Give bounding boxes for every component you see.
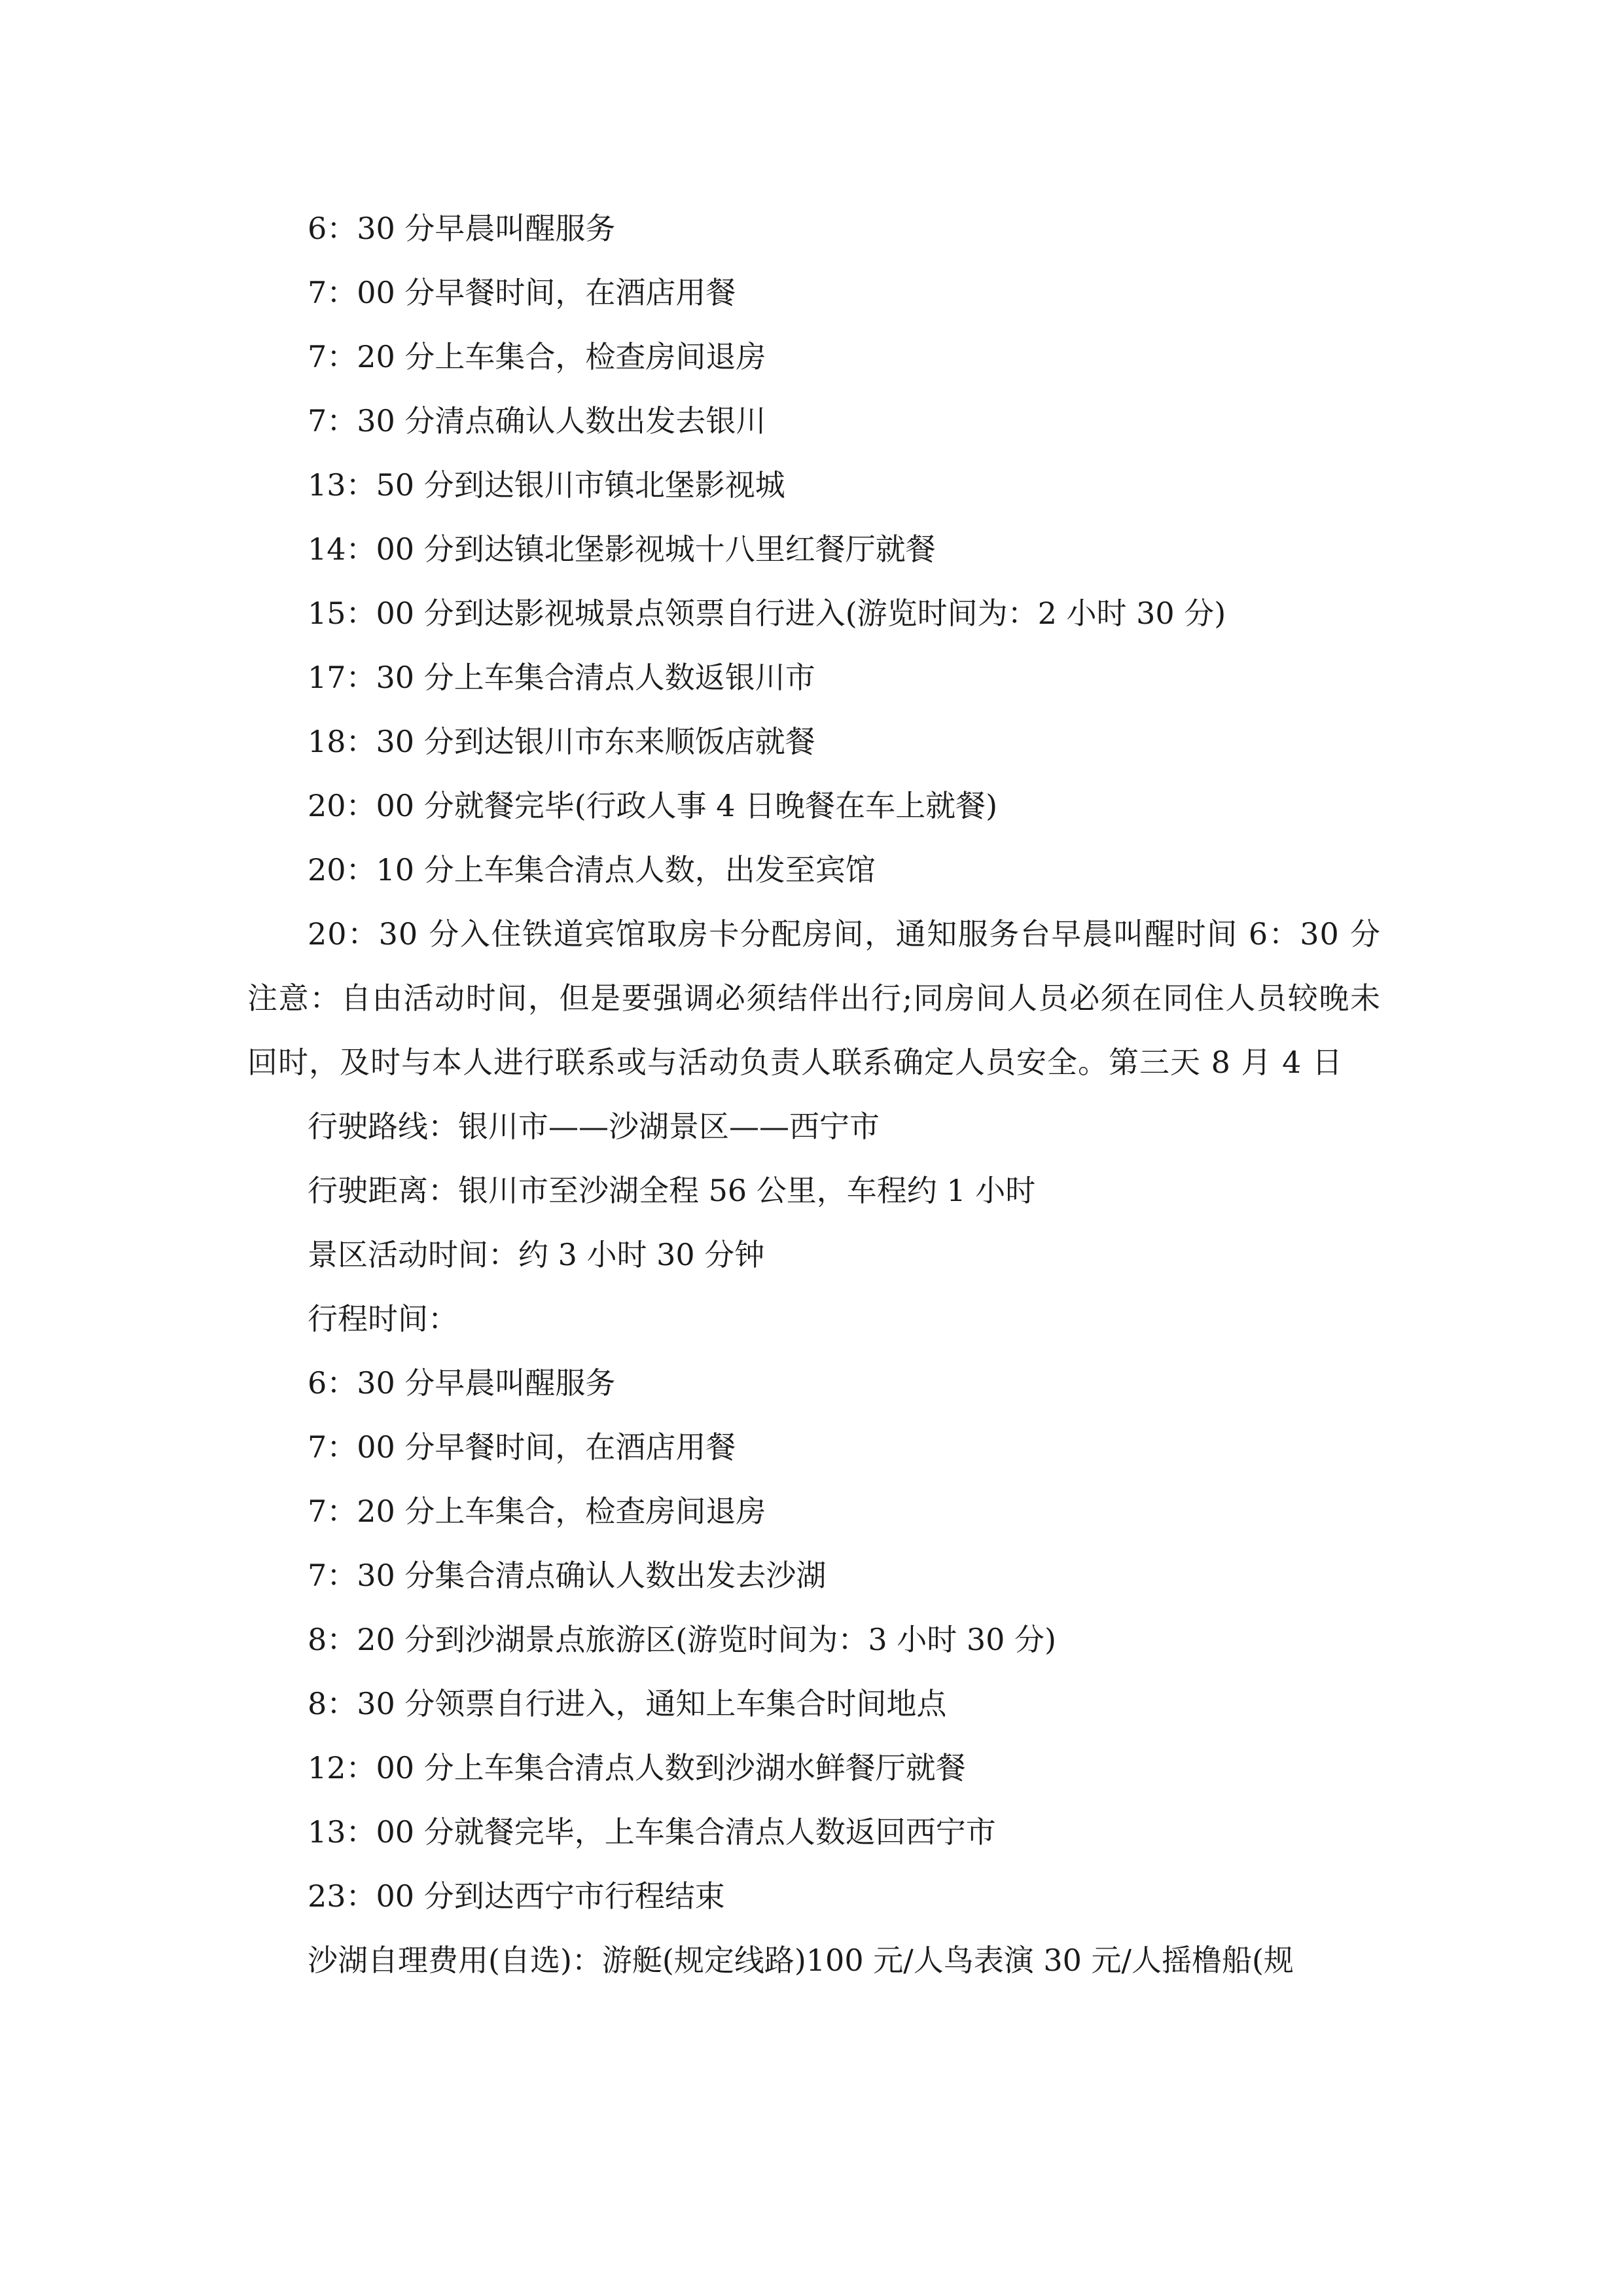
schedule-line: 15：00 分到达影视城景点领票自行进入(游览时间为：2 小时 30 分) bbox=[308, 596, 1226, 631]
itinerary-heading: 行程时间： bbox=[308, 1301, 458, 1336]
schedule-line: 7：30 分集合清点确认人数出发去沙湖 bbox=[308, 1558, 827, 1593]
schedule-line: 20：00 分就餐完毕(行政人事 4 日晚餐在车上就餐) bbox=[308, 788, 998, 823]
expenses-line: 沙湖自理费用(自选)：游艇(规定线路)100 元/人鸟表演 30 元/人摇橹船(规 bbox=[308, 1943, 1294, 1978]
schedule-line: 8：30 分领票自行进入，通知上车集合时间地点 bbox=[308, 1686, 947, 1721]
route-line: 行驶路线：银川市——沙湖景区——西宁市 bbox=[308, 1109, 880, 1144]
schedule-line: 7：30 分清点确认人数出发去银川 bbox=[308, 403, 766, 439]
schedule-line: 13：00 分就餐完毕，上车集合清点人数返回西宁市 bbox=[308, 1814, 996, 1850]
activity-time-line: 景区活动时间：约 3 小时 30 分钟 bbox=[308, 1237, 765, 1272]
schedule-line: 7：20 分上车集合，检查房间退房 bbox=[308, 1494, 766, 1529]
schedule-line: 7：00 分早餐时间，在酒店用餐 bbox=[308, 275, 736, 310]
schedule-line: 7：00 分早餐时间，在酒店用餐 bbox=[308, 1429, 736, 1465]
schedule-line: 13：50 分到达银川市镇北堡影视城 bbox=[308, 467, 785, 503]
schedule-line: 8：20 分到沙湖景点旅游区(游览时间为：3 小时 30 分) bbox=[308, 1622, 1056, 1657]
schedule-line: 12：00 分上车集合清点人数到沙湖水鲜餐厅就餐 bbox=[308, 1750, 966, 1785]
schedule-line: 17：30 分上车集合清点人数返银川市 bbox=[308, 660, 815, 695]
schedule-line: 7：20 分上车集合，检查房间退房 bbox=[308, 339, 766, 374]
schedule-line: 18：30 分到达银川市东来顺饭店就餐 bbox=[308, 724, 815, 759]
schedule-line: 6：30 分早晨叫醒服务 bbox=[308, 211, 616, 246]
notice-paragraph: 20：30 分入住铁道宾馆取房卡分配房间，通知服务台早晨叫醒时间 6：30 分注意：自由活动时间，但是要强调必须结伴出行;同房间人员必须在同住人员较晚未回时，及时与本人进行联系或与活动负责人联系确定人员安全。第三天 8 月 4 日 bbox=[247, 916, 1381, 1080]
document-body bbox=[247, 196, 1381, 1992]
schedule-line: 14：00 分到达镇北堡影视城十八里红餐厅就餐 bbox=[308, 531, 936, 567]
schedule-line: 6：30 分早晨叫醒服务 bbox=[308, 1365, 616, 1401]
schedule-line: 20：10 分上车集合清点人数，出发至宾馆 bbox=[308, 852, 876, 888]
schedule-line: 23：00 分到达西宁市行程结束 bbox=[308, 1878, 725, 1914]
distance-line: 行驶距离：银川市至沙湖全程 56 公里，车程约 1 小时 bbox=[308, 1173, 1036, 1208]
